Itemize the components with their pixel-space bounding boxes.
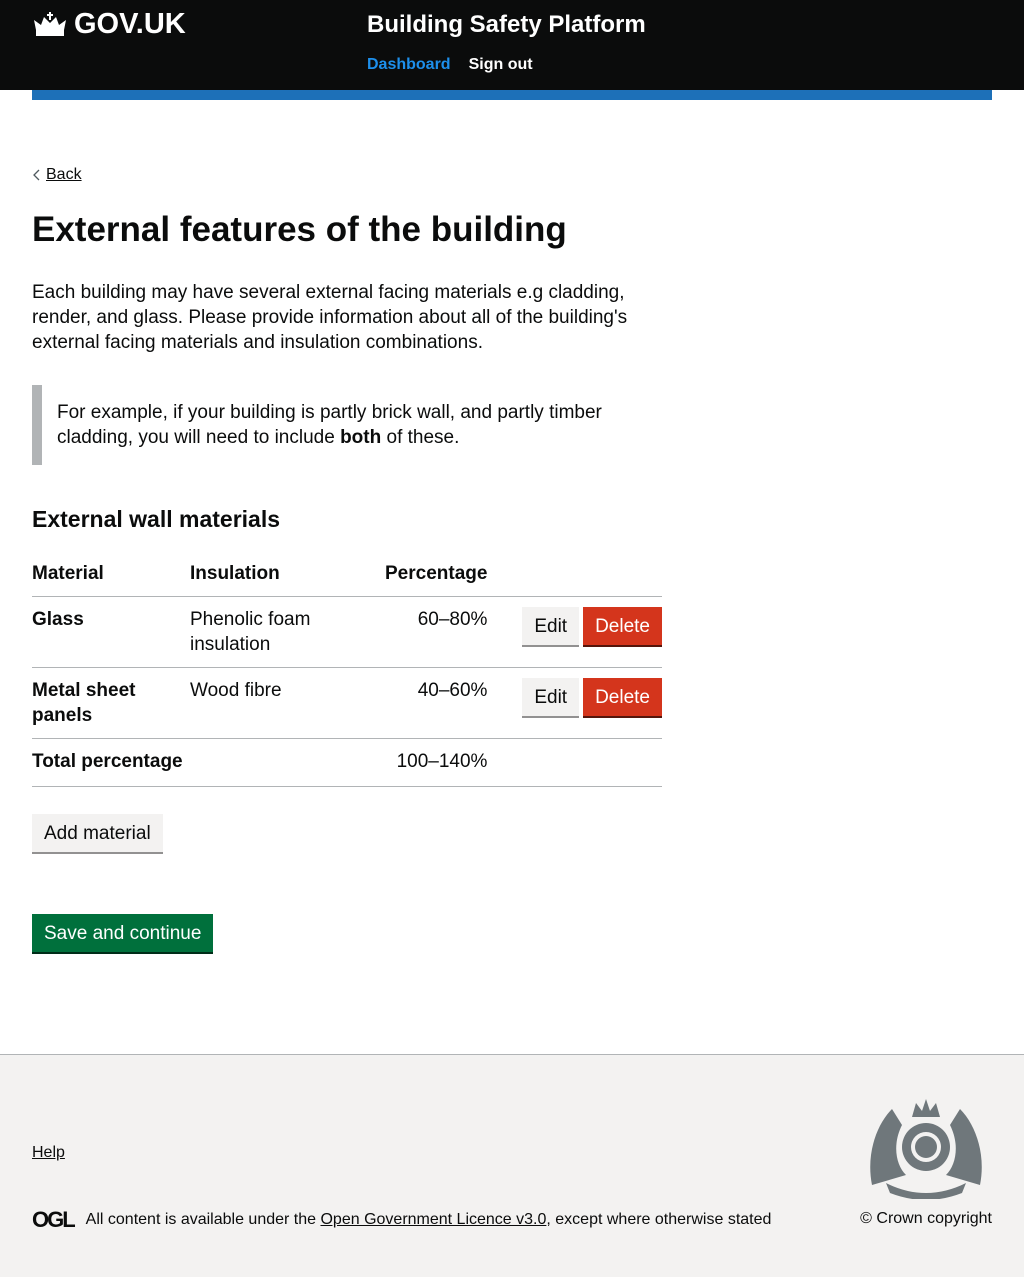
percentage: 60–80% [385,597,487,668]
header-percentage: Percentage [385,552,487,597]
delete-button[interactable]: Delete [583,607,662,645]
crown-icon [32,12,68,38]
insulation: Wood fibre [190,668,385,739]
material: Glass [32,609,84,630]
royal-coat-of-arms-icon [862,1095,990,1199]
chevron-left-icon [32,169,40,181]
ogl-logo: OGL [32,1207,74,1232]
delete-button[interactable]: Delete [583,678,662,716]
edit-button[interactable]: Edit [522,607,579,645]
licence-before: All content is available under the [85,1211,321,1228]
nav-dashboard[interactable]: Dashboard [367,56,451,73]
table-row [32,597,662,668]
total-row [32,739,662,787]
footer-help-link[interactable]: Help [32,1144,65,1161]
header-nav [367,56,533,74]
materials-table [32,552,662,787]
nav-sign-out[interactable]: Sign out [468,56,533,73]
table-row [32,668,662,739]
section-title: External wall materials [32,506,281,532]
footer [0,1054,1024,1277]
back-link-container [32,166,82,184]
total-label: Total percentage [32,751,183,772]
licence-text [86,1211,772,1229]
intro-text: Each building may have several external facing materials e.g cladding, render, and glass. Please provide information about all of the building's external facing materials and insulation combinations. [32,282,628,353]
table-header-row [32,552,662,597]
crown-copyright[interactable]: © Crown copyright [860,1210,992,1227]
total-value: 100–140% [385,739,487,787]
logo-text: GOV.UK [74,8,186,40]
page-title: External features of the building [32,210,567,249]
insulation: Phenolic foam insulation [190,597,385,668]
edit-button[interactable]: Edit [522,678,579,716]
header-material: Material [32,552,190,597]
header-blue-bar [32,90,992,100]
header-insulation: Insulation [190,552,385,597]
inset-text [32,385,662,465]
licence-after: , except where otherwise stated [546,1211,772,1228]
percentage: 40–60% [385,668,487,739]
save-and-continue-button[interactable]: Save and continue [32,914,213,952]
inset-text-end: of these. [381,427,460,448]
licence [32,1207,771,1233]
govuk-logo[interactable] [32,8,186,41]
add-material-button[interactable]: Add material [32,814,163,852]
inset-text-start: For example, if your building is partly brick wall, and partly timber cladding, you will need to include [57,402,602,448]
licence-link[interactable]: Open Government Licence v3.0 [320,1211,547,1228]
material: Metal sheet panels [32,680,136,726]
back-link[interactable]: Back [46,166,82,183]
service-name[interactable]: Building Safety Platform [367,11,646,38]
header [0,0,1024,90]
header-actions [487,552,662,597]
inset-bold: both [340,427,382,448]
